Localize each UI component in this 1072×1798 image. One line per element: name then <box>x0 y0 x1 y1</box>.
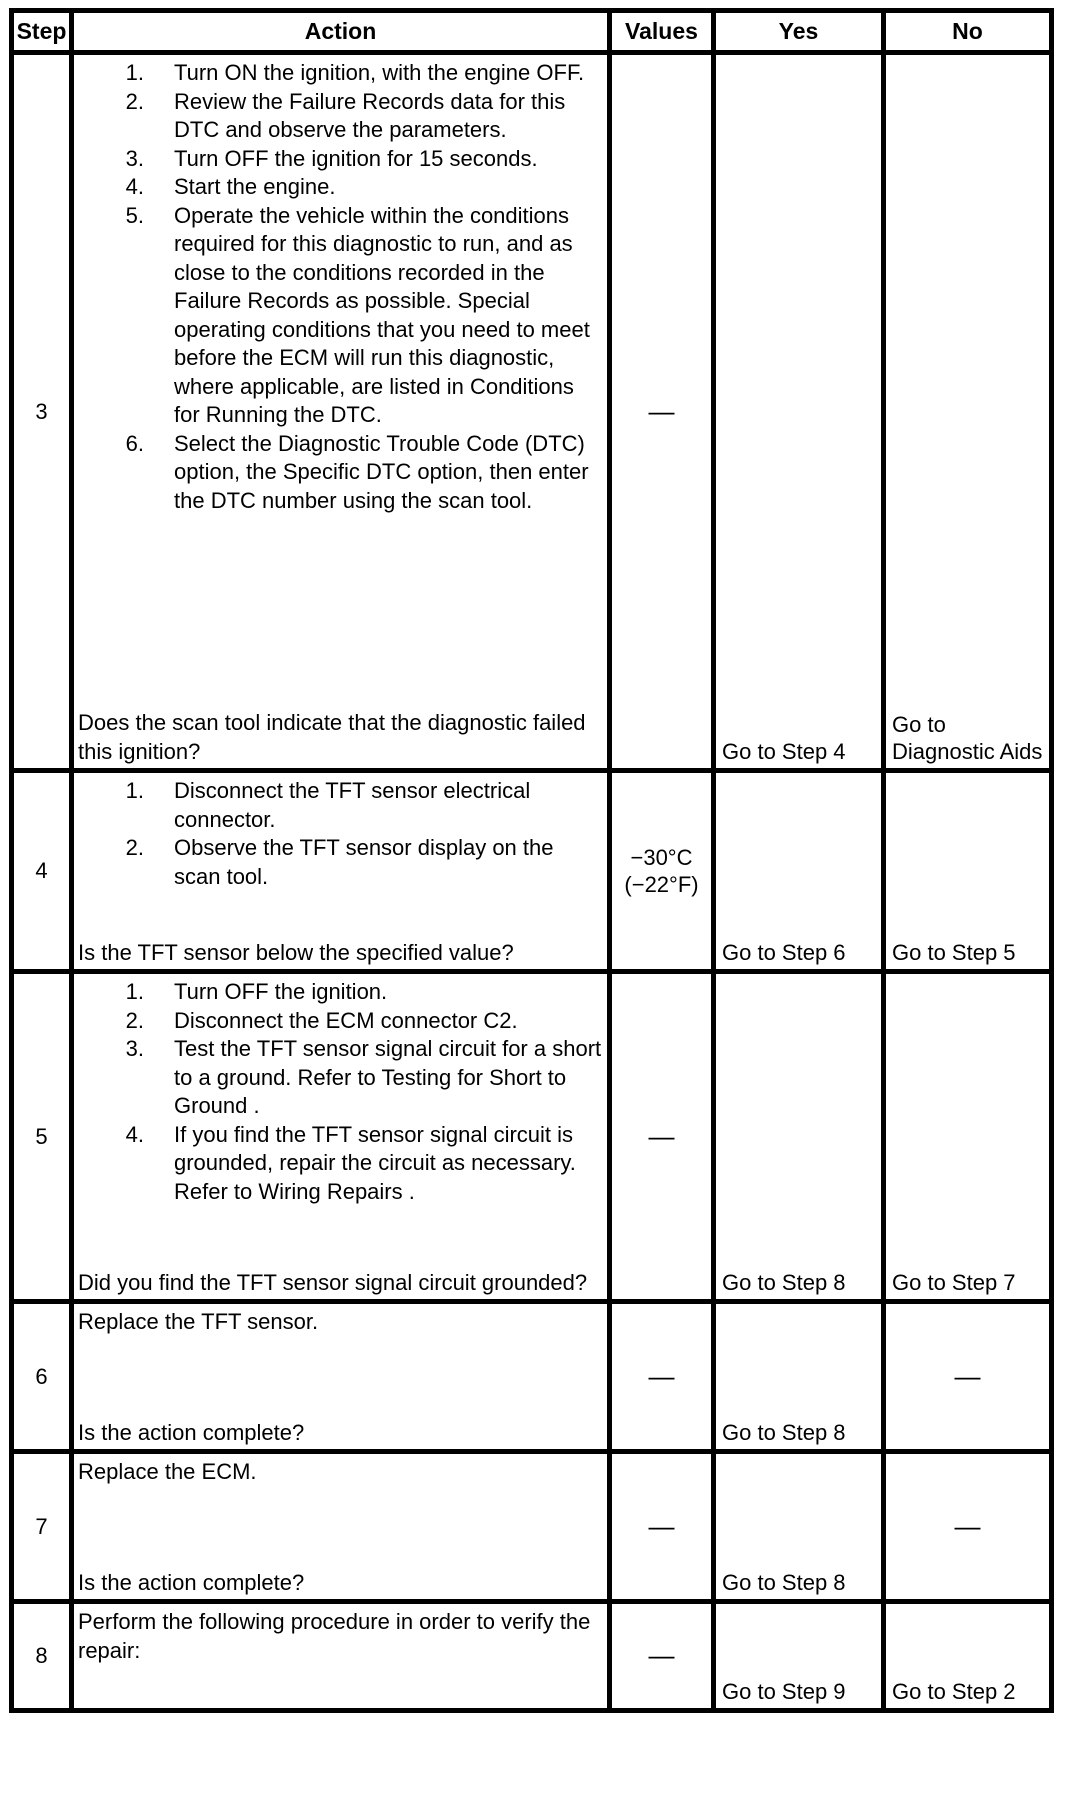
table-row-step-4 <box>12 771 1052 972</box>
value-cell <box>610 53 714 771</box>
no-cell <box>884 972 1052 1302</box>
header-no: No <box>884 11 1052 53</box>
value-fahrenheit: (−22°F) <box>624 872 699 897</box>
list-item: 2. Observe the TFT sensor display on the scan tool. <box>125 835 554 889</box>
yes-link[interactable]: Go to Step 9 <box>722 1679 846 1704</box>
header-action: Action <box>72 11 610 53</box>
list-item: 4. Start the engine. <box>125 174 336 199</box>
action-text: Perform the following procedure in order to verify the repair: <box>78 1609 591 1663</box>
value-dash: — <box>648 1120 675 1151</box>
no-cell <box>884 1302 1052 1452</box>
list-item: 1. Turn ON the ignition, with the engine OFF. <box>125 60 585 85</box>
action-text: Replace the ECM. <box>78 1459 257 1484</box>
header-values: Values <box>610 11 714 53</box>
yes-cell <box>714 1302 884 1452</box>
yes-link[interactable]: Go to Step 8 <box>722 1570 846 1595</box>
no-link[interactable]: Go to Step 7 <box>892 1270 1016 1295</box>
value-dash: — <box>648 1510 675 1541</box>
step-number: 8 <box>12 1602 72 1711</box>
step-number: 6 <box>12 1302 72 1452</box>
action-cell <box>72 972 610 1302</box>
action-cell <box>72 1452 610 1602</box>
no-cell <box>884 771 1052 972</box>
list-item: 6. Select the Diagnostic Trouble Code (DTC) option, the Specific DTC option, then enter the DTC number using the scan tool. <box>125 430 589 513</box>
step-number: 7 <box>12 1452 72 1602</box>
value-dash: — <box>648 1360 675 1391</box>
list-item: 3. Turn OFF the ignition for 15 seconds. <box>125 145 538 171</box>
no-dash: — <box>954 1510 981 1541</box>
list-item: 1. Disconnect the TFT sensor electrical connector. <box>125 778 531 832</box>
value-cell <box>610 771 714 972</box>
action-cell <box>72 1602 610 1711</box>
value-cell <box>610 1602 714 1711</box>
diagnostic-table <box>9 8 1054 1713</box>
header-step: Step <box>12 11 72 53</box>
action-question: Does the scan tool indicate that the diagnostic failed this ignition? <box>78 710 586 764</box>
action-cell <box>72 1302 610 1452</box>
yes-cell <box>714 1452 884 1602</box>
action-steps <box>78 777 603 891</box>
yes-link[interactable]: Go to Step 8 <box>722 1270 846 1295</box>
no-link[interactable]: Go to Step 2 <box>892 1679 1016 1704</box>
no-link[interactable]: Go to Step 5 <box>892 940 1016 965</box>
list-item: 2. Disconnect the ECM connector C2. <box>125 1007 518 1033</box>
table-row-step-3 <box>12 53 1052 771</box>
no-cell <box>884 53 1052 771</box>
action-question: Is the TFT sensor below the specified value? <box>78 939 514 965</box>
header-yes: Yes <box>714 11 884 53</box>
list-item: 1. Turn OFF the ignition. <box>125 979 388 1004</box>
yes-link[interactable]: Go to Step 8 <box>722 1420 846 1445</box>
no-cell <box>884 1602 1052 1711</box>
list-item: 4. If you find the TFT sensor signal circuit is grounded, repair the circuit as necessary. Refer to Wiring Repairs . <box>125 1121 576 1204</box>
value-dash: — <box>648 1640 675 1670</box>
value-celsius: −30°C <box>630 845 693 870</box>
yes-cell <box>714 53 884 771</box>
table-row-step-6 <box>12 1302 1052 1452</box>
action-text: Replace the TFT sensor. <box>78 1309 319 1334</box>
action-question: Is the action complete? <box>78 1419 305 1445</box>
action-cell <box>72 771 610 972</box>
action-question: Did you find the TFT sensor signal circuit grounded? <box>78 1269 588 1295</box>
value-cell <box>610 1452 714 1602</box>
action-question: Is the action complete? <box>78 1569 305 1595</box>
table-row-step-5 <box>12 972 1052 1302</box>
value-dash: — <box>648 395 675 426</box>
step-number: 5 <box>12 972 72 1302</box>
no-link[interactable]: Go to Diagnostic Aids <box>892 712 1043 764</box>
yes-link[interactable]: Go to Step 6 <box>722 940 846 965</box>
yes-cell <box>714 972 884 1302</box>
header-row <box>12 11 1052 53</box>
list-item: 2. Review the Failure Records data for this DTC and observe the parameters. <box>125 88 566 142</box>
value-cell <box>610 972 714 1302</box>
yes-cell <box>714 771 884 972</box>
step-number: 3 <box>12 53 72 771</box>
action-steps <box>78 978 603 1206</box>
yes-link[interactable]: Go to Step 4 <box>722 739 846 764</box>
table-row-step-7 <box>12 1452 1052 1602</box>
yes-cell <box>714 1602 884 1711</box>
no-cell <box>884 1452 1052 1602</box>
list-item: 5. Operate the vehicle within the conditions required for this diagnostic to run, and as close to the conditions recorded in the Failure Records as possible. Special operating conditions that you need to meet before the ECM will run this diagnostic, where applicable, are listed in Conditions for Running the DTC. <box>125 202 590 427</box>
list-item: 3. Test the TFT sensor signal circuit for a short to a ground. Refer to Testing for Short to Ground . <box>125 1036 602 1118</box>
step-number: 4 <box>12 771 72 972</box>
action-cell <box>72 53 610 771</box>
action-steps <box>78 59 603 515</box>
value-cell <box>610 1302 714 1452</box>
no-dash: — <box>954 1360 981 1391</box>
table-row-step-8 <box>12 1602 1052 1711</box>
